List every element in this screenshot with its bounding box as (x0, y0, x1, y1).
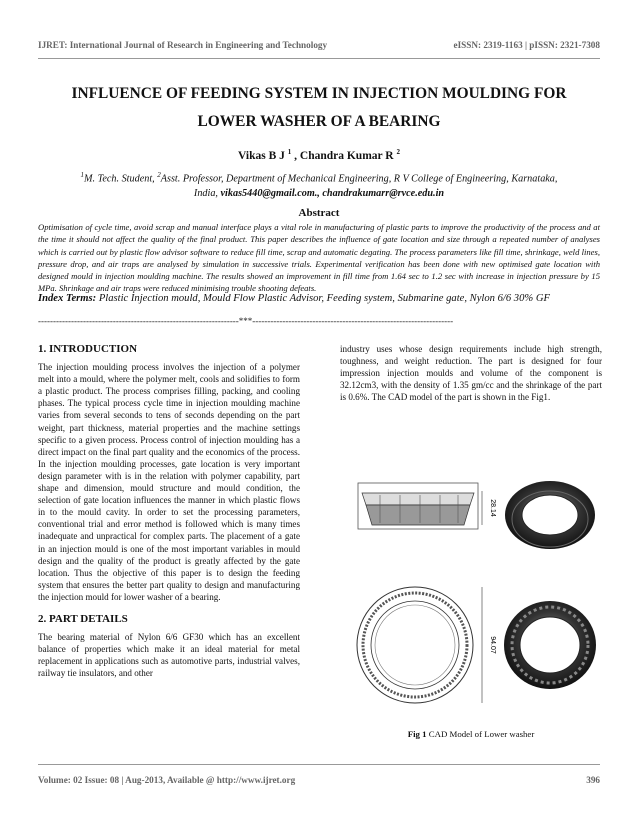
ring-3d-top-view (505, 481, 595, 549)
section-2-text: The bearing material of Nylon 6/6 GF30 which has an excellent balance of properties which make it an ideal material for metal replacement in applications such as automotive parts, industrial valves, railway tie insulators, and other (38, 632, 300, 679)
abstract-text: Optimisation of cycle time, avoid scrap and manual interface plays a vital role in manufacturing of plastic parts to improve the productivity of the process and at the time it should not affect the quality of the final product. This paper describes the influence of gate location and size through a repeated number of analyses which is carried out by plastic flow advisor software to reduce fill time, scrap and automatic degating. The process parameters like fill time, shrinkage, weld lines, pressure drop, and air traps are analysed by simulation in successive trials. Experimental verification has been done with new optimised gate location with designed mould in injection moulding machine. The results showed an improvement in fill time from 1.64 sec to 1.2 sec with increase in injection pressure by 15 MPa. Shrinkage and air traps were reduced minimising trouble shooting defeats. (38, 222, 600, 294)
author-2: Chandra Kumar R (299, 149, 394, 162)
caption-label: Fig 1 (407, 729, 427, 739)
cad-figure (340, 465, 602, 727)
title-line-1: INFLUENCE OF FEEDING SYSTEM IN INJECTION MOULDING FOR (71, 85, 567, 102)
author-2-sup: 2 (396, 148, 400, 156)
index-terms (38, 293, 600, 304)
cad-model-drawing (340, 465, 602, 727)
title-line-2: LOWER WASHER OF A BEARING (197, 113, 441, 130)
section-1-heading: 1. INTRODUCTION (38, 343, 138, 355)
abstract-heading: Abstract (298, 207, 340, 219)
left-column (38, 343, 300, 679)
caption-text: CAD Model of Lower washer (426, 729, 535, 739)
footer-volume: Volume: 02 Issue: 08 | Aug-2013, Available @ http://www.ijret.org (38, 775, 296, 785)
affil-part-1: M. Tech. Student, (84, 173, 158, 185)
header-rule (38, 58, 600, 59)
affil-part-2: Asst. Professor, Department of Mechanical Engineering, R V College of Engineering, Karnataka, (160, 173, 558, 185)
top-view-drawing (357, 587, 496, 703)
affil-sup-2: 2 (157, 171, 161, 179)
paper-title (38, 80, 600, 136)
page-number: 396 (586, 775, 600, 785)
section-separator: -------------------------------------------------------------------***------------------------------------------------------------------- (38, 316, 454, 326)
running-header (38, 40, 600, 50)
authors (38, 148, 600, 162)
affil-emails[interactable]: vikas5440@gmail.com., chandrakumarr@rvce.edu.in (220, 188, 445, 200)
journal-name: IJRET: International Journal of Research in Engineering and Technology (38, 40, 328, 50)
footer-rule (38, 764, 600, 765)
affil-country: India, (193, 188, 221, 200)
index-terms-text: Plastic Injection mould, Mould Flow Plastic Advisor, Feeding system, Submarine gate, Nylon 6/6 30% GF (96, 293, 550, 304)
affiliation (40, 168, 598, 201)
section-2-continued: industry uses whose design requirements include high strength, toughness, and weight reduction. The part is designed for four impression injection moulds and volume of the component is 32.12cm3, with the density of 1.35 gm/cc and the shrinkage of the part is 0.6%. The CAD model of the part is shown in the Fig1. (340, 344, 602, 403)
section-1-text: The injection moulding process involves the injection of a polymer melt into a mould, where the polymer melt, cools and solidifies to form a plastic product. The process comprises filling, packing, and cooling phases. The typical process cycle time in injection moulding machine varies from several seconds to tens of seconds depending on the part weight, part thickness, material properties and the machine settings specific to a given process. Process control of injection moulding has a direct impact on the final part quality and the economics of the process. In the injection moulding processes, gate location is very important design parameter with is in the relation with polymer capability, part shape and dimension, mould structure and mould condition, the selection of gate location influences the manner in which plastic flows in to the mould cavity. In order to set the processing parameters, conventional trial and error method is followed which is many times inadequate and unpractical for complex parts. The placement of a gate in an injection mould is one of the most important variables in mould design and the quality of the product is greatly affected by the gate location. Thus the objective of this paper is to design the feeding system that ensures the better part quality to design and manufacturing the injection mould for lower washer of a bearing. (38, 362, 300, 602)
figure-caption (340, 729, 602, 739)
author-1-sup: 1 (287, 148, 292, 156)
index-terms-label: Index Terms: (38, 293, 97, 304)
author-1: Vikas B J (238, 149, 285, 162)
dim-label-1: 28.14 (489, 499, 496, 517)
side-profile-view (358, 483, 496, 529)
running-footer (38, 775, 600, 785)
affil-sup-1: 1 (80, 171, 85, 179)
right-column (340, 343, 602, 403)
dim-label-2: 94.07 (489, 636, 496, 654)
issn: eISSN: 2319-1163 | pISSN: 2321-7308 (453, 40, 600, 50)
ring-3d-bottom-view (504, 601, 596, 689)
section-2-heading: 2. PART DETAILS (38, 612, 128, 625)
author-sep: , (294, 149, 300, 162)
